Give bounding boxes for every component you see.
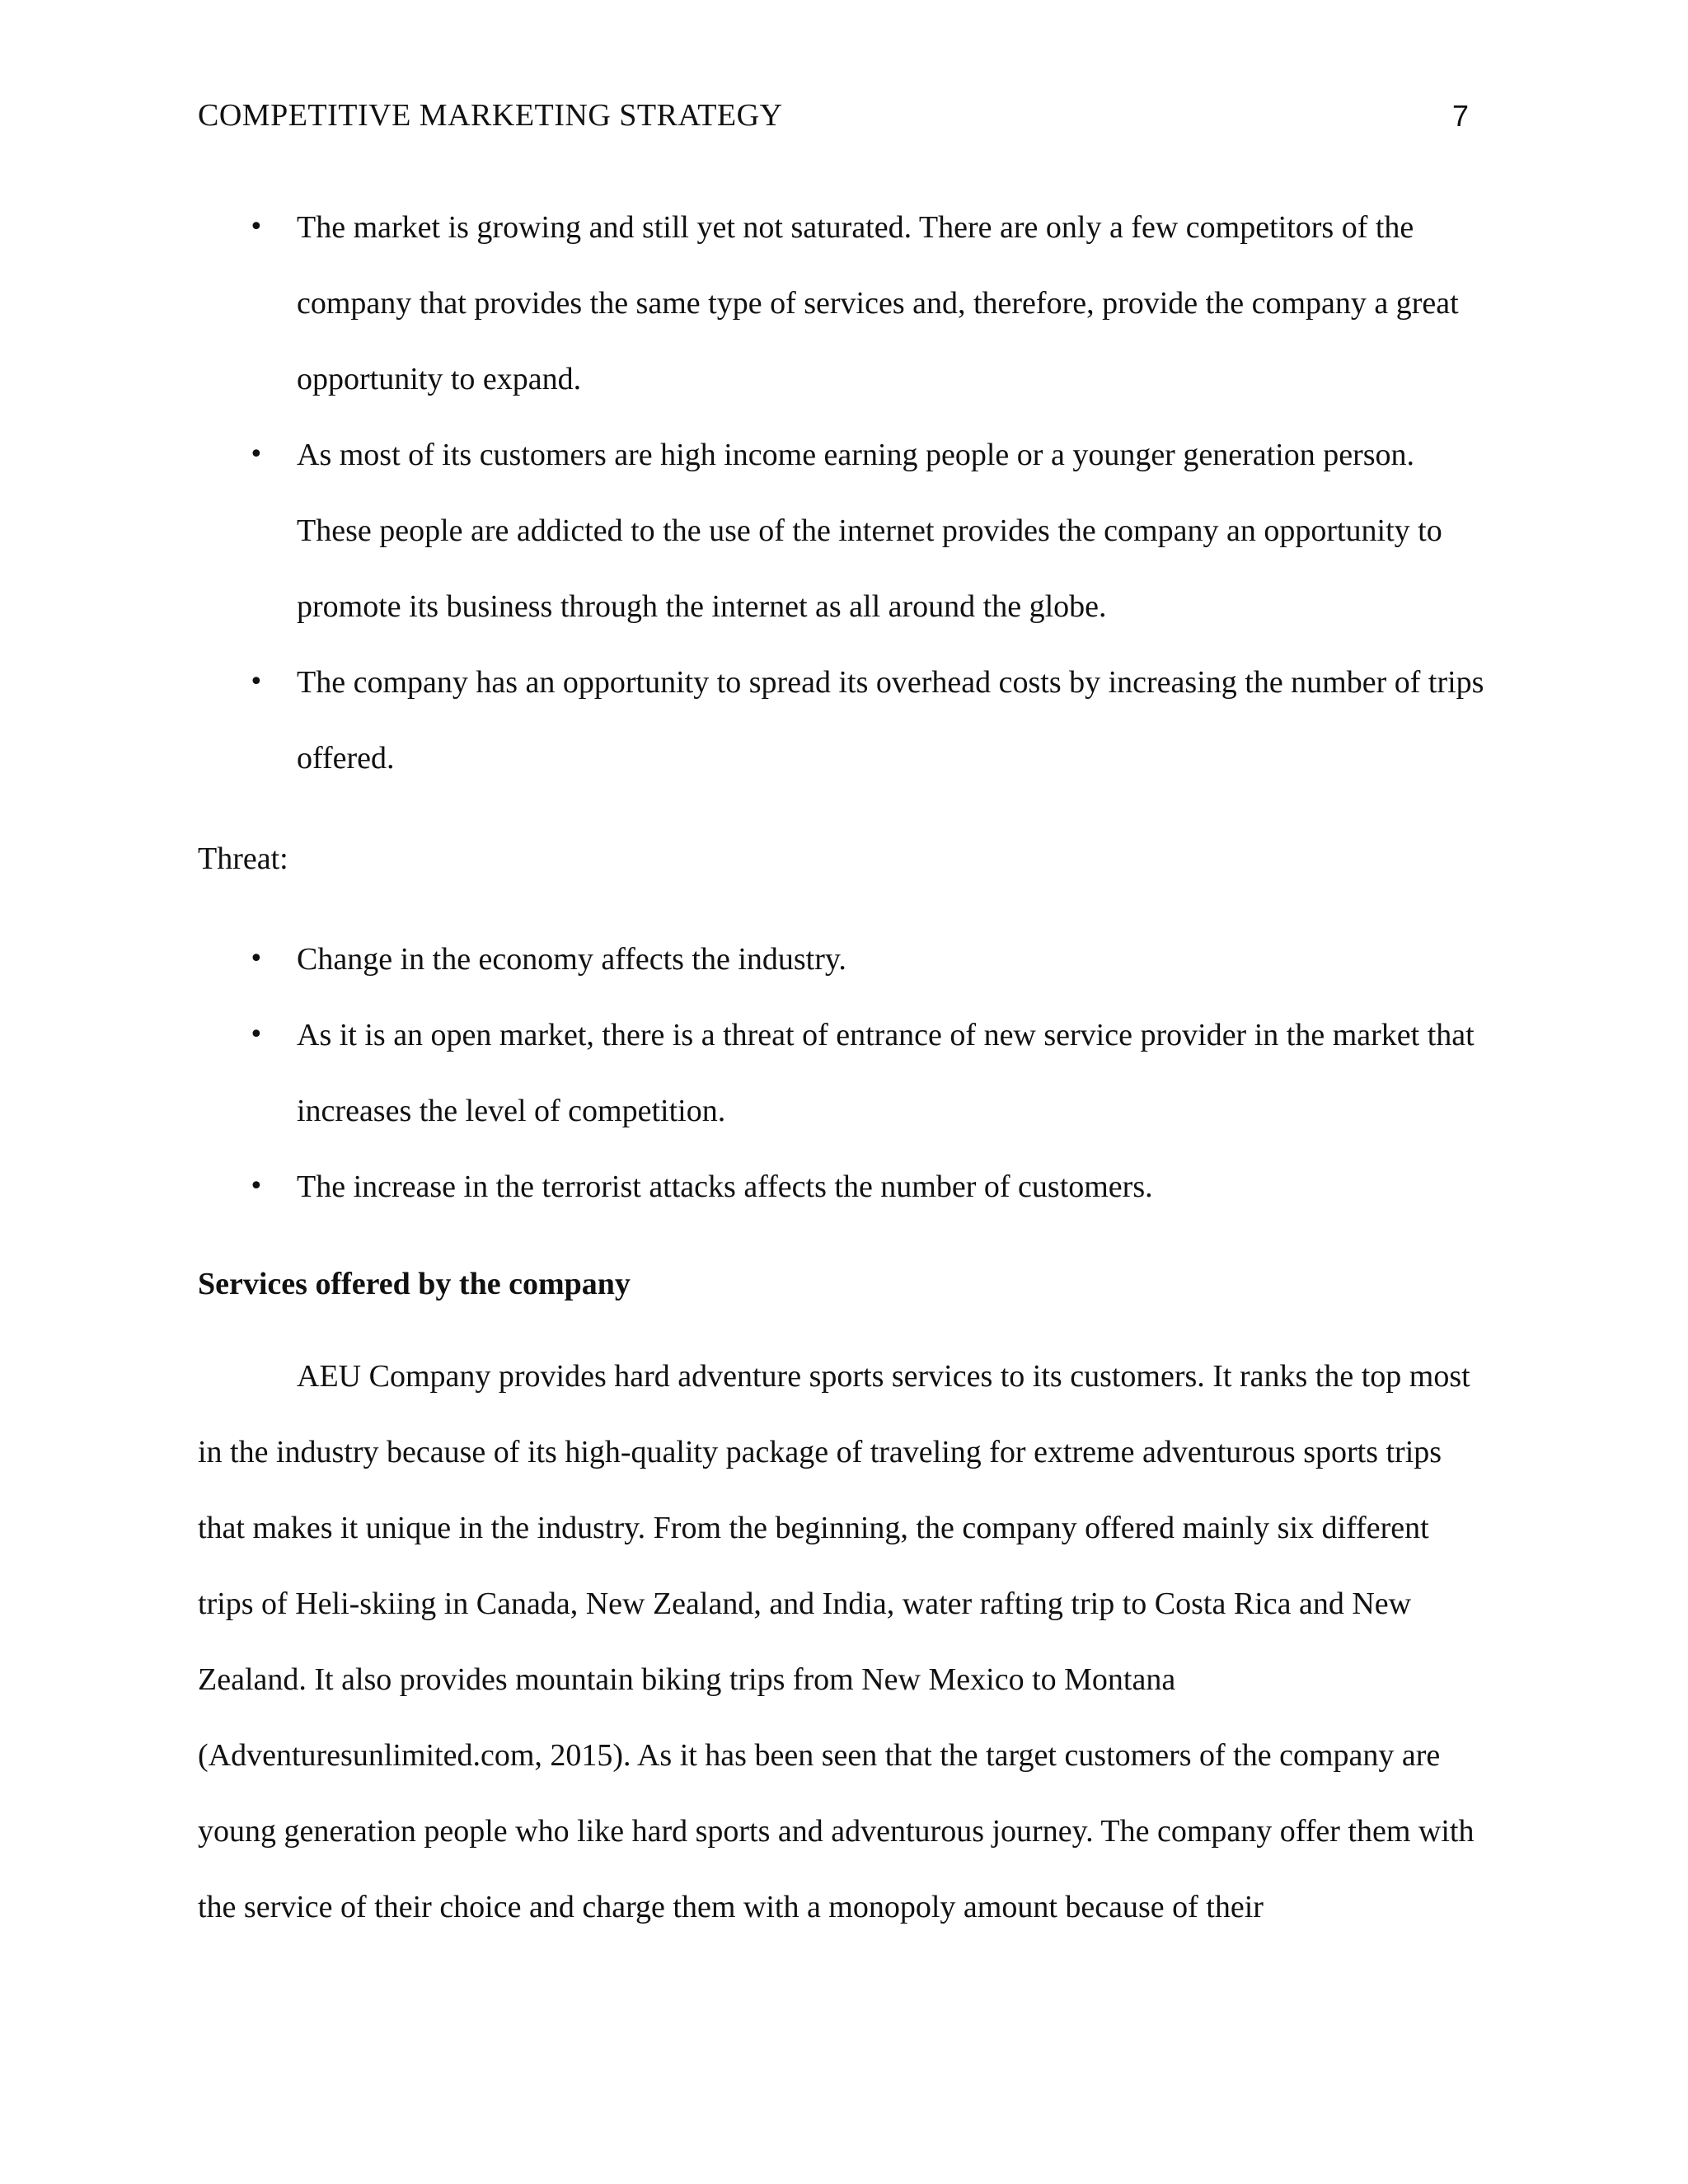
bullet-icon: • [249, 944, 264, 973]
list-item [198, 997, 1492, 1149]
list-item [198, 644, 1492, 796]
list-item [198, 1149, 1492, 1225]
threat-label: Threat: [198, 841, 288, 876]
list-item-text: The company has an opportunity to spread its overhead costs by increasing the number of trips offered. [297, 665, 1484, 776]
bullet-icon: • [249, 440, 264, 469]
threat-list [198, 921, 1492, 1225]
running-head: COMPETITIVE MARKETING STRATEGY [198, 98, 783, 133]
body-paragraph: AEU Company provides hard adventure sports services to its customers. It ranks the top most in the industry because of its high-quality package of traveling for extreme adventurous sports trips that makes it unique in the industry. From the beginning, the company offered mainly six different trips of Heli-skiing in Canada, New Zealand, and India, water rafting trip to Costa Rica and New Zealand. It also provides mountain biking trips from New Mexico to Montana (Adventuresunlimited.com, 2015). As it has been seen that the target customers of the company are young generation people who like hard sports and adventurous journey. The company offer them with the service of their choice and charge them with a monopoly amount because of their [198, 1359, 1475, 1924]
opportunities-list [198, 190, 1492, 796]
list-item [198, 417, 1492, 644]
page-number: 7 [1452, 99, 1470, 133]
list-item [198, 921, 1492, 997]
list-item-text: As most of its customers are high income earning people or a younger generation person. These people are addicted to the use of the internet provides the company an opportunity to promote its business through the internet as all around the globe. [297, 438, 1442, 624]
list-item-text: The increase in the terrorist attacks affects the number of customers. [297, 1169, 1153, 1204]
list-item-text: The market is growing and still yet not saturated. There are only a few competitors of the company that provides the same type of services and, therefore, provide the company a great opportunity to expand. [297, 210, 1459, 396]
section-heading: Services offered by the company [198, 1267, 631, 1301]
bullet-icon: • [249, 1020, 264, 1049]
page-content [198, 190, 1492, 1945]
bullet-icon: • [249, 1172, 264, 1201]
bullet-icon: • [249, 213, 264, 241]
list-item-text: As it is an open market, there is a threat of entrance of new service provider in the market that increases the level of competition. [297, 1018, 1475, 1128]
list-item [198, 190, 1492, 417]
bullet-icon: • [249, 668, 264, 696]
list-item-text: Change in the economy affects the industry. [297, 942, 846, 977]
